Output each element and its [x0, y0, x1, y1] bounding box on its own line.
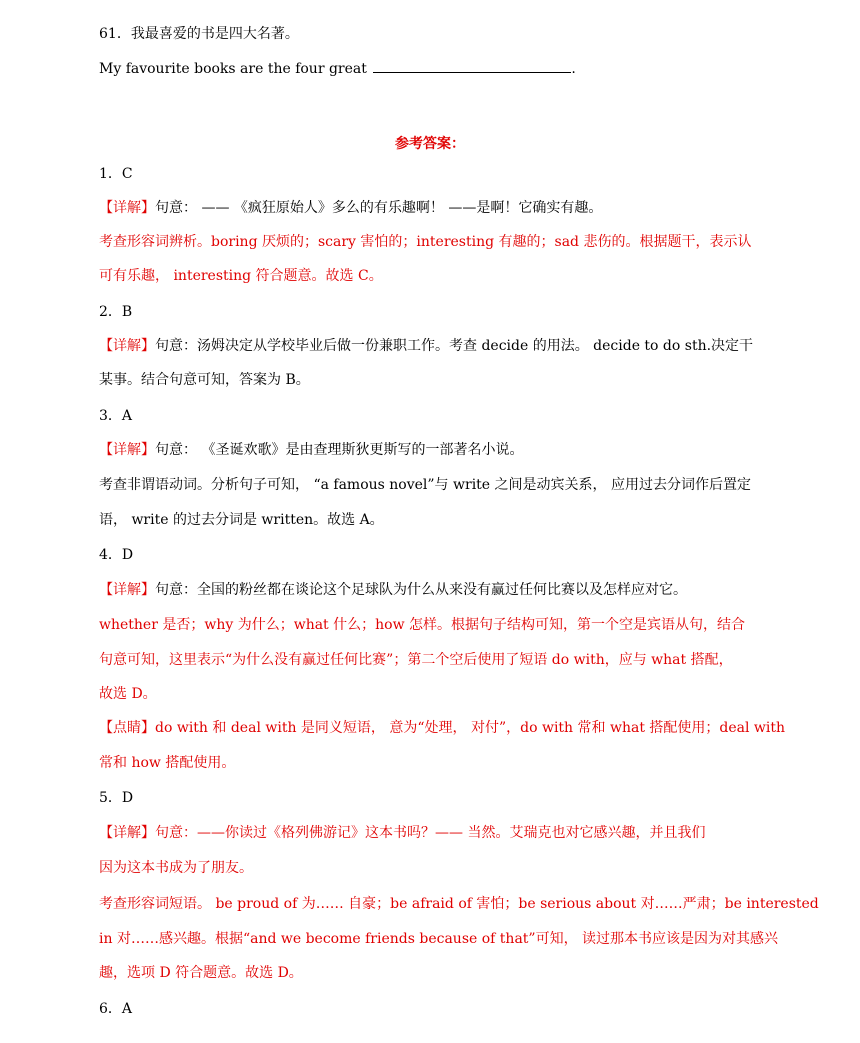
item-1-line-3: 可有乐趣， interesting 符合题意。故选 C。	[99, 268, 383, 284]
question-61-prompt: 61．我最喜爱的书是四大名著。	[99, 26, 299, 42]
item-2-line-2: 某事。结合句意可知，答案为 B。	[99, 372, 310, 388]
item-4-line-6: 常和 how 搭配使用。	[99, 755, 236, 771]
item-4-line-2: whether 是否；why 为什么；what 什么；how 怎样。根据句子结构可知，第一个空是宾语从句，结合	[99, 617, 746, 633]
item-3-text: 【详解】句意： 《圣诞欢歌》是由查理斯狄更斯写的一部著名小说。	[99, 442, 524, 458]
sentence-end: .	[571, 61, 576, 77]
item-1-number: 1．C	[99, 166, 133, 182]
answer-key-heading: 参考答案：	[395, 136, 465, 152]
item-5-line-4: in 对……感兴趣。根据“and we become friends because of that”可知， 读过那本书应该是因为对其感兴	[99, 931, 779, 947]
answer-blank[interactable]	[373, 58, 571, 73]
sentence-text: My favourite books are the four great	[99, 61, 367, 77]
item-5-line-3: 考查形容词短语。 be proud of 为…… 自豪；be afraid of 害怕；be serious about 对……严肃；be interested	[99, 896, 819, 912]
item-2-number: 2．B	[99, 304, 133, 320]
item-3-line-1	[99, 440, 523, 460]
item-5-number: 5．D	[99, 790, 134, 806]
item-4-line-3: 句意可知，这里表示“为什么没有赢过任何比赛”；第二个空后使用了短语 do with，应与 what 搭配，	[99, 652, 733, 668]
item-6-number: 6．A	[99, 1001, 133, 1017]
item-2-text: 【详解】句意：汤姆决定从学校毕业后做一份兼职工作。考查 decide 的用法。 decide to do sth.决定干	[99, 338, 754, 354]
item-3-number: 3．A	[99, 408, 133, 424]
item-2-line-1	[99, 336, 753, 356]
item-4-line-1	[99, 580, 687, 600]
question-61-sentence	[99, 58, 576, 79]
item-5-line-1: 【详解】句意：——你读过《格列佛游记》这本书吗？—— 当然。艾瑞克也对它感兴趣，并且我们	[99, 825, 706, 841]
item-4-line-4: 故选 D。	[99, 686, 157, 702]
item-1-line-1	[99, 198, 602, 218]
item-4-number: 4．D	[99, 547, 134, 563]
item-4-text: 【详解】句意：全国的粉丝都在谈论这个足球队为什么从来没有赢过任何比赛以及怎样应对它。	[99, 582, 687, 598]
item-5-line-5: 趣，选项 D 符合题意。故选 D。	[99, 965, 303, 981]
item-1-line-2: 考查形容词辨析。boring 厌烦的；scary 害怕的；interesting 有趣的；sad 悲伤的。根据题干，表示认	[99, 234, 752, 250]
item-3-line-3: 语， write 的过去分词是 written。故选 A。	[99, 512, 384, 528]
item-4-line-5: 【点睛】do with 和 deal with 是同义短语， 意为“处理， 对付”，do with 常和 what 搭配使用；deal with	[99, 720, 786, 736]
item-5-line-2: 因为这本书成为了朋友。	[99, 860, 253, 876]
item-1-text: 【详解】句意： —— 《疯狂原始人》多么的有乐趣啊！ ——是啊！它确实有趣。	[99, 200, 603, 216]
item-3-line-2: 考查非谓语动词。分析句子可知， “a famous novel”与 write 之间是动宾关系， 应用过去分词作后置定	[99, 477, 751, 493]
